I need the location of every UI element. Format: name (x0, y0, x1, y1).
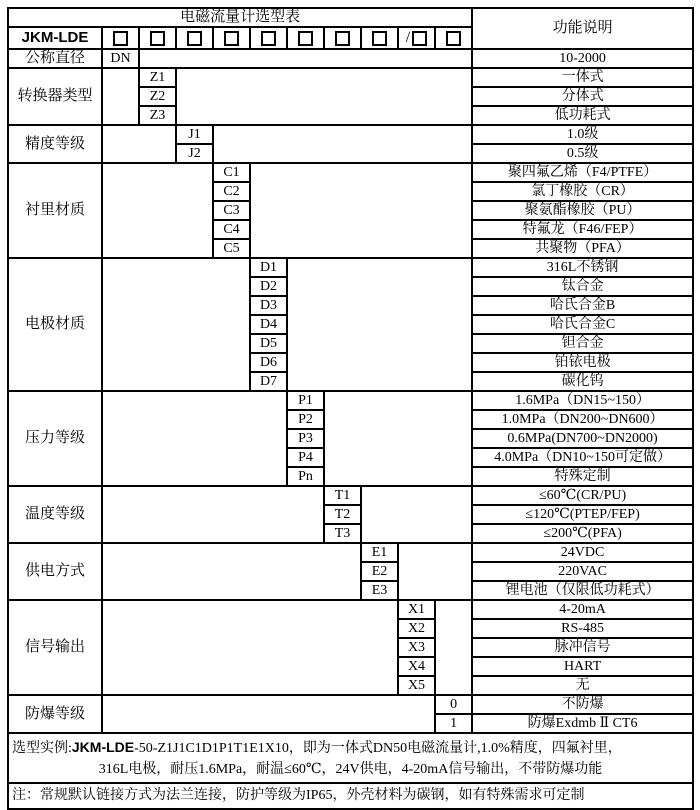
section-label: 信号输出 (8, 600, 102, 695)
desc-cell: 聚氨酯橡胶（PU） (472, 201, 693, 220)
section-label: 温度等级 (8, 486, 102, 543)
code-cell: E2 (361, 562, 398, 581)
code-cell: D3 (250, 296, 287, 315)
selection-table (7, 7, 694, 810)
model-digit-cell-3 (176, 27, 213, 49)
code-cell: T1 (324, 486, 361, 505)
code-cell: T3 (324, 524, 361, 543)
desc-cell: 10-2000 (472, 49, 693, 68)
desc-cell: RS-485 (472, 619, 693, 638)
model-checkbox[interactable] (446, 31, 461, 46)
desc-cell: 不防爆 (472, 695, 693, 714)
empty-cell (102, 68, 139, 125)
code-cell: X1 (398, 600, 435, 619)
code-cell: X5 (398, 676, 435, 695)
section-label: 精度等级 (8, 125, 102, 163)
desc-cell: 碳化钨 (472, 372, 693, 391)
empty-cell (213, 125, 472, 163)
desc-cell: 钛合金 (472, 277, 693, 296)
desc-cell: 哈氏合金C (472, 315, 693, 334)
model-checkbox[interactable] (150, 31, 165, 46)
example-text: -50-Z1J1C1D1P1T1E1X10，即为一体式DN50电磁流量计,1.0%精度，四氟衬里， (134, 740, 622, 756)
example-line-2: 316L电极，耐压1.6MPa，耐温≤60℃，24V供电，4-20mA信号输出，不带防爆功能 (98, 761, 603, 777)
code-cell: P2 (287, 410, 324, 429)
code-cell: D4 (250, 315, 287, 334)
section-label: 防爆等级 (8, 695, 102, 733)
desc-cell: ≤60℃(CR/PU) (472, 486, 693, 505)
note-text: 注：常规默认链接方式为法兰连接，防护等级为IP65，外壳材料为碳钢，如有特殊需求可定制 (8, 783, 693, 809)
section-label: 压力等级 (8, 391, 102, 486)
empty-cell (435, 600, 472, 695)
desc-cell: 聚四氟乙烯（F4/PTFE） (472, 163, 693, 182)
empty-cell (102, 125, 176, 163)
desc-cell: 1.6MPa（DN15~150） (472, 391, 693, 410)
desc-cell: 220VAC (472, 562, 693, 581)
code-cell: C4 (213, 220, 250, 239)
model-digit-cell-8 (361, 27, 398, 49)
section-label: 转换器类型 (8, 68, 102, 125)
empty-cell (102, 600, 398, 695)
desc-cell: 钽合金 (472, 334, 693, 353)
example-label: 选型实例: (12, 740, 72, 756)
desc-cell: 锂电池（仅限低功耗式） (472, 581, 693, 600)
model-digit-cell-2 (139, 27, 176, 49)
slash-separator: / (405, 29, 411, 47)
code-cell: Pn (287, 467, 324, 486)
desc-cell: 4-20mA (472, 600, 693, 619)
desc-cell: ≤120℃(PTEP/FEP) (472, 505, 693, 524)
model-digit-cell-7 (324, 27, 361, 49)
desc-cell: 铂铱电极 (472, 353, 693, 372)
model-checkbox[interactable] (372, 31, 387, 46)
desc-cell: HART (472, 657, 693, 676)
model-checkbox[interactable] (335, 31, 350, 46)
model-prefix: JKM-LDE (8, 27, 102, 49)
empty-cell (287, 258, 472, 391)
section-label: 供电方式 (8, 543, 102, 600)
desc-cell: 0.6MPa(DN700~DN2000) (472, 429, 693, 448)
code-cell: 0 (435, 695, 472, 714)
code-cell: T2 (324, 505, 361, 524)
desc-cell: 低功耗式 (472, 106, 693, 125)
desc-cell: 分体式 (472, 87, 693, 106)
code-cell: P1 (287, 391, 324, 410)
desc-cell: 24VDC (472, 543, 693, 562)
code-cell: Z3 (139, 106, 176, 125)
code-cell: D6 (250, 353, 287, 372)
desc-cell: 1.0MPa（DN200~DN600） (472, 410, 693, 429)
desc-cell: 特氟龙（F46/FEP） (472, 220, 693, 239)
model-checkbox[interactable] (412, 31, 427, 46)
empty-cell (102, 163, 213, 258)
page-title: 电磁流量计选型表 (8, 8, 472, 27)
code-cell: DN (102, 49, 139, 68)
code-cell: E3 (361, 581, 398, 600)
model-checkbox[interactable] (187, 31, 202, 46)
section-label: 电极材质 (8, 258, 102, 391)
code-cell: J1 (176, 125, 213, 144)
section-label: 衬里材质 (8, 163, 102, 258)
desc-cell: 防爆Exdmb Ⅱ CT6 (472, 714, 693, 733)
code-cell: D7 (250, 372, 287, 391)
empty-cell (324, 391, 472, 486)
code-cell: J2 (176, 144, 213, 163)
empty-cell (102, 543, 361, 600)
desc-cell: 哈氏合金B (472, 296, 693, 315)
code-cell: Z2 (139, 87, 176, 106)
empty-cell (102, 486, 324, 543)
section-label: 公称直径 (8, 49, 102, 68)
desc-cell: 脉冲信号 (472, 638, 693, 657)
example-block (8, 733, 693, 783)
desc-cell: 氯丁橡胶（CR） (472, 182, 693, 201)
empty-cell (176, 68, 472, 125)
desc-cell: 共聚物（PFA） (472, 239, 693, 258)
empty-cell (102, 391, 287, 486)
code-cell: C3 (213, 201, 250, 220)
empty-cell (102, 695, 435, 733)
code-cell: E1 (361, 543, 398, 562)
code-cell: D1 (250, 258, 287, 277)
empty-cell (250, 163, 472, 258)
example-line-1 (12, 737, 689, 759)
empty-cell (139, 49, 472, 68)
empty-cell (102, 258, 250, 391)
function-column-header: 功能说明 (472, 8, 693, 49)
empty-cell (398, 543, 472, 600)
desc-cell: 4.0MPa（DN10~150可定做） (472, 448, 693, 467)
code-cell: C5 (213, 239, 250, 258)
model-digit-cell-9 (398, 27, 435, 49)
example-model: JKM-LDE (71, 738, 135, 755)
code-cell: 1 (435, 714, 472, 733)
code-cell: X3 (398, 638, 435, 657)
desc-cell: ≤200℃(PFA) (472, 524, 693, 543)
model-checkbox[interactable] (261, 31, 276, 46)
code-cell: P3 (287, 429, 324, 448)
code-cell: X4 (398, 657, 435, 676)
desc-cell: 1.0级 (472, 125, 693, 144)
model-checkbox[interactable] (298, 31, 313, 46)
model-digit-cell-4 (213, 27, 250, 49)
model-digit-cell-1 (102, 27, 139, 49)
model-digit-cell-6 (287, 27, 324, 49)
code-cell: C1 (213, 163, 250, 182)
desc-cell: 0.5级 (472, 144, 693, 163)
model-checkbox[interactable] (113, 31, 128, 46)
desc-cell: 316L不锈钢 (472, 258, 693, 277)
code-cell: D5 (250, 334, 287, 353)
code-cell: D2 (250, 277, 287, 296)
desc-cell: 无 (472, 676, 693, 695)
code-cell: P4 (287, 448, 324, 467)
desc-cell: 一体式 (472, 68, 693, 87)
model-digit-cell-10 (435, 27, 472, 49)
model-checkbox[interactable] (224, 31, 239, 46)
code-cell: C2 (213, 182, 250, 201)
code-cell: Z1 (139, 68, 176, 87)
model-digit-cell-5 (250, 27, 287, 49)
code-cell: X2 (398, 619, 435, 638)
empty-cell (361, 486, 472, 543)
desc-cell: 特殊定制 (472, 467, 693, 486)
